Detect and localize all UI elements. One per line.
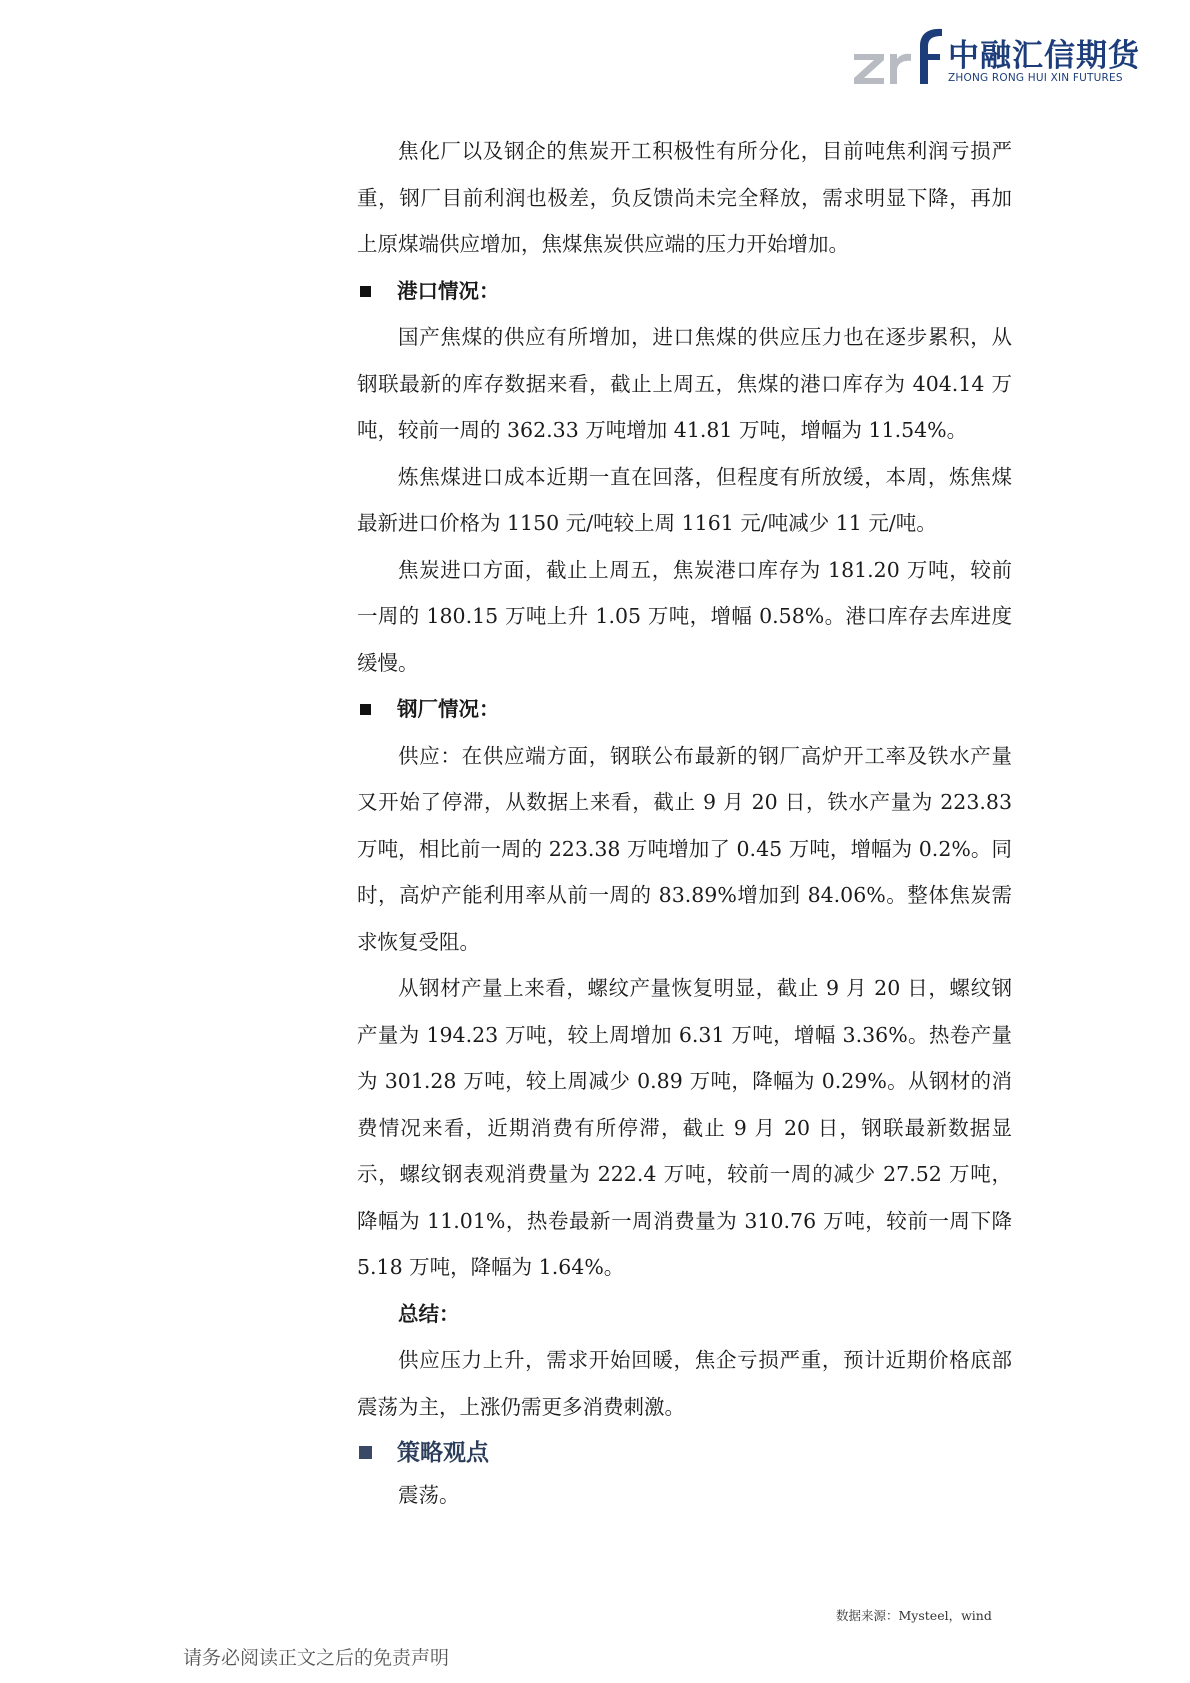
zrf-logo-mark	[850, 24, 950, 96]
strategy-heading-text: 策略观点	[397, 1440, 489, 1466]
port-paragraph-coke-inventory: 焦炭进口方面，截止上周五，焦炭港口库存为 181.20 万吨，较前一周的 180.15 万吨上升 1.05 万吨，增幅 0.58%。港口库存去库进度缓慢。	[357, 557, 1012, 675]
port-section-heading	[357, 268, 1012, 315]
company-logo	[850, 24, 1140, 96]
data-source-note: 数据来源：Mysteel，wind	[836, 1608, 992, 1623]
square-bullet-icon	[360, 704, 371, 715]
summary-heading: 总结：	[398, 1301, 460, 1326]
logo-english-name: ZHONG RONG HUI XIN FUTURES	[948, 72, 1123, 84]
square-bullet-icon	[360, 286, 371, 297]
logo-chinese-name: 中融汇信期货	[948, 38, 1140, 74]
mill-section-heading	[357, 686, 1012, 733]
report-body	[357, 128, 1012, 1514]
port-paragraph-import-price: 炼焦煤进口成本近期一直在回落，但程度有所放缓，本周，炼焦煤最新进口价格为 1150 元/吨较上周 1161 元/吨减少 11 元/吨。	[357, 464, 1012, 535]
strategy-paragraph: 震荡。	[398, 1483, 460, 1507]
disclaimer-footer: 请务必阅读正文之后的免责声明	[183, 1647, 450, 1669]
summary-paragraph: 供应压力上升，需求开始回暖，焦企亏损严重，预计近期价格底部震荡为主，上涨仍需更多消费刺激。	[357, 1348, 1012, 1419]
strategy-section-heading	[357, 1430, 1012, 1476]
square-bullet-icon	[359, 1446, 372, 1459]
intro-paragraph: 焦化厂以及钢企的焦炭开工积极性有所分化，目前吨焦利润亏损严重，钢厂目前利润也极差，负反馈尚未完全释放，需求明显下降，再加上原煤端供应增加，焦煤焦炭供应端的压力开始增加。	[357, 139, 1012, 256]
port-paragraph-coking-coal-inventory: 国产焦煤的供应有所增加，进口焦煤的供应压力也在逐步累积，从钢联最新的库存数据来看，截止上周五，焦煤的港口库存为 404.14 万吨，较前一周的 362.33 万吨增加 41.81 万吨，增幅为 11.54%。	[357, 325, 1012, 442]
port-heading-text: 港口情况：	[397, 278, 500, 303]
mill-heading-text: 钢厂情况：	[397, 697, 500, 721]
mill-paragraph-supply: 供应：在供应端方面，钢联公布最新的钢厂高炉开工率及铁水产量又开始了停滞，从数据上来看，截止 9 月 20 日，铁水产量为 223.83 万吨，相比前一周的 223.38 万吨增加了 0.45 万吨，增幅为 0.2%。同时，高炉产能利用率从前一周的 83.89%增加到 84.06%。整体焦炭需求恢复受阻。	[357, 743, 1012, 954]
mill-paragraph-output-consumption: 从钢材产量上来看，螺纹产量恢复明显，截止 9 月 20 日，螺纹钢产量为 194.23 万吨，较上周增加 6.31 万吨，增幅 3.36%。热卷产量为 301.28 万吨，较上周减少 0.89 万吨，降幅为 0.29%。从钢材的消费情况来看，近期消费有所停滞，截止 9 月 20 日，钢联最新数据显示，螺纹钢表观消费量为 222.4 万吨，较前一周的减少 27.52 万吨，降幅为 11.01%，热卷最新一周消费量为 310.76 万吨，较前一周下降 5.18 万吨，降幅为 1.64%。	[357, 976, 1012, 1279]
